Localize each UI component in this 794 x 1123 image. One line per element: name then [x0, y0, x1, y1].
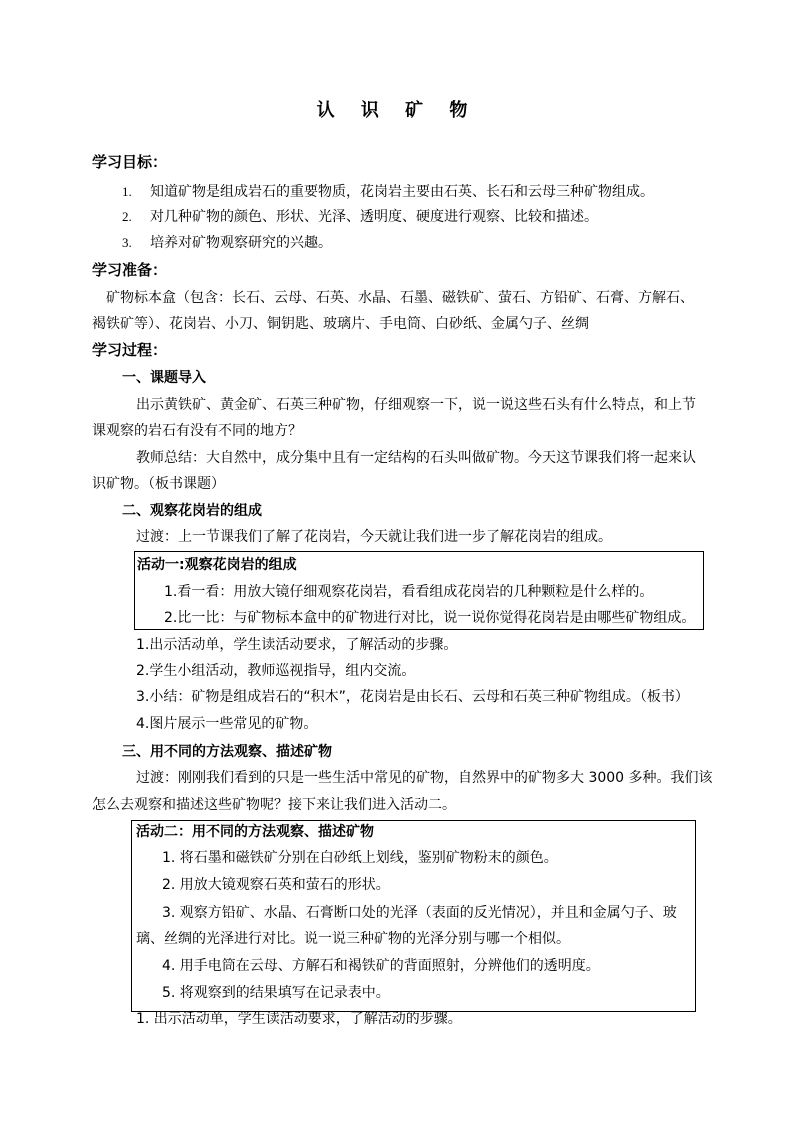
section-3-transition-line-2: 怎么去观察和描述这些矿物呢？接下来让我们进入活动二。 [92, 797, 456, 813]
section-3-heading: 三、用不同的方法观察、描述矿物 [122, 744, 332, 760]
preparation-heading: 学习准备： [92, 261, 168, 279]
section-1-paragraph-2-line-1: 教师总结：大自然中，成分集中且有一定结构的石头叫做矿物。今天这节课我们将一起来认 [136, 450, 696, 466]
section-2-step-3: 3.小结：矿物是组成岩石的“积木”，花岗岩是由长石、云母和石英三种矿物组成。（板书） [136, 689, 689, 705]
objective-item-1 [122, 182, 654, 202]
section-2-heading: 二、观察花岗岩的组成 [122, 503, 262, 519]
activity-1-item-1: 1.看一看：用放大镜仔细观察花岗岩，看看组成花岗岩的几种颗粒是什么样的。 [164, 584, 654, 600]
section-1-heading: 一、课题导入 [122, 370, 206, 386]
item-text: 对几种矿物的颜色、形状、光泽、透明度、硬度进行观察、比较和描述。 [150, 209, 598, 225]
process-heading: 学习过程： [92, 341, 168, 359]
activity-2-title: 活动二：用不同的方法观察、描述矿物 [136, 824, 374, 840]
page-title: 认 识 矿 物 [316, 100, 478, 121]
activity-1-title: 活动一:观察花岗岩的组成 [137, 557, 297, 573]
preparation-line-1: 矿物标本盒（包含：长石、云母、石英、水晶、石墨、磁铁矿、萤石、方铅矿、石膏、方解石、 [106, 290, 694, 306]
item-text: 知道矿物是组成岩石的重要物质，花岗岩主要由石英、长石和云母三种矿物组成。 [150, 184, 654, 200]
section-1-paragraph-1-line-1: 出示黄铁矿、黄金矿、石英三种矿物，仔细观察一下，说一说这些石头有什么特点，和上节 [136, 397, 696, 413]
item-number: 1. [122, 184, 132, 199]
section-1-paragraph-1-line-2: 课观察的岩石有没有不同的地方？ [92, 423, 302, 439]
objectives-heading: 学习目标： [92, 153, 168, 171]
item-text: 培养对矿物观察研究的兴趣。 [150, 235, 332, 251]
preparation-line-2: 褐铁矿等）、花岗岩、小刀、铜钥匙、玻璃片、手电筒、白砂纸、金属勺子、丝绸 [92, 316, 589, 332]
section-2-transition: 过渡：上一节课我们了解了花岗岩，今天就让我们进一步了解花岗岩的组成。 [136, 529, 612, 545]
section-3-step-1: 1. 出示活动单，学生读活动要求，了解活动的步骤。 [136, 1011, 462, 1027]
item-number: 2. [122, 209, 132, 224]
objective-item-2 [122, 207, 598, 227]
activity-2-item-3-continued: 璃、丝绸的光泽进行对比。说一说三种矿物的光泽分别与哪一个相似。 [136, 931, 570, 947]
activity-2-item-1: 1. 将石墨和磁铁矿分别在白砂纸上划线，鉴别矿物粉末的颜色。 [162, 850, 558, 866]
activity-2-item-2: 2. 用放大镜观察石英和萤石的形状。 [162, 877, 390, 893]
section-3-transition-line-1: 过渡：刚刚我们看到的只是一些生活中常见的矿物，自然界中的矿物多大 3000 多种。我们该 [136, 770, 713, 786]
item-number: 3. [122, 235, 132, 250]
activity-2-item-4: 4. 用手电筒在云母、方解石和褐铁矿的背面照射，分辨他们的透明度。 [162, 958, 600, 974]
activity-1-item-2: 2.比一比：与矿物标本盒中的矿物进行对比，说一说你觉得花岗岩是由哪些矿物组成。 [164, 610, 696, 626]
objective-item-3 [122, 233, 332, 253]
activity-2-item-3: 3. 观察方铅矿、水晶、石膏断口处的光泽（表面的反光情况），并且和金属勺子、玻 [162, 905, 677, 921]
section-2-step-4: 4.图片展示一些常见的矿物。 [136, 716, 318, 732]
activity-2-item-5: 5. 将观察到的结果填写在记录表中。 [162, 985, 390, 1001]
section-2-step-2: 2.学生小组活动，教师巡视指导，组内交流。 [136, 663, 416, 679]
section-1-paragraph-2-line-2: 识矿物。（板书课题） [92, 476, 225, 492]
section-2-step-1: 1.出示活动单，学生读活动要求，了解活动的步骤。 [136, 637, 458, 653]
